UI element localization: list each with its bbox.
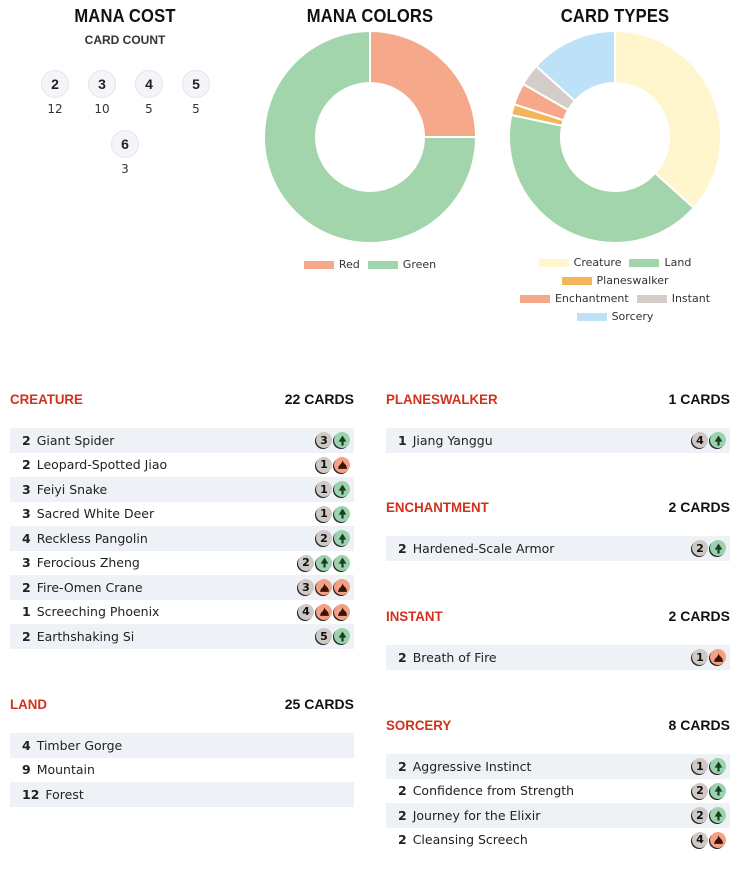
mountain-mana-icon	[334, 579, 350, 595]
card-info	[22, 604, 159, 619]
sorcery-header	[386, 714, 730, 736]
legend-label: Creature	[573, 256, 622, 269]
card-mana-cost	[692, 432, 726, 448]
legend-row	[505, 292, 725, 305]
card-mana-cost	[692, 758, 726, 774]
legend-item-green[interactable]	[368, 258, 436, 271]
card-mana-cost	[316, 506, 350, 522]
mana-colors-legend	[260, 258, 480, 271]
mana-cost-count: 10	[94, 102, 110, 116]
card-info	[22, 762, 95, 777]
card-row[interactable]	[386, 536, 730, 561]
card-name[interactable]: Mountain	[36, 762, 95, 778]
enchantment-title: ENCHANTMENT	[386, 499, 489, 515]
card-types-panel	[505, 6, 725, 323]
card-row[interactable]	[386, 428, 730, 453]
section-instant	[386, 605, 730, 670]
card-info	[398, 832, 528, 847]
legend-row	[505, 256, 725, 269]
legend-swatch	[304, 261, 334, 269]
card-name[interactable]: Forest	[45, 786, 84, 802]
planeswalker-header	[386, 388, 730, 410]
mana-cost-count: 5	[145, 102, 153, 116]
generic-mana-icon: 1	[692, 758, 708, 774]
land-header	[10, 693, 354, 715]
planeswalker-title: PLANESWALKER	[386, 391, 498, 407]
planeswalker-card-count: 1 CARDS	[668, 391, 730, 407]
card-quantity: 1	[22, 604, 31, 620]
creature-card-list	[10, 428, 354, 649]
creature-header	[10, 388, 354, 410]
forest-mana-icon	[334, 432, 350, 448]
card-types-title: CARD TYPES	[560, 6, 670, 26]
mountain-mana-icon	[334, 457, 350, 473]
card-name[interactable]: Earthshaking Si	[36, 628, 135, 644]
generic-mana-icon: 1	[692, 649, 708, 665]
card-quantity: 2	[398, 832, 407, 848]
card-name[interactable]: Hardened-Scale Armor	[412, 540, 555, 556]
instant-title: INSTANT	[386, 608, 443, 624]
generic-mana-icon: 4	[298, 604, 314, 620]
forest-mana-icon	[334, 506, 350, 522]
card-types-legend	[505, 256, 725, 323]
legend-swatch	[520, 295, 550, 303]
land-title: LAND	[10, 696, 47, 712]
card-info	[22, 531, 148, 546]
legend-swatch	[539, 259, 569, 267]
card-name[interactable]: Ferocious Zheng	[36, 555, 140, 571]
legend-row	[505, 274, 725, 287]
mana-cost-value: 6	[111, 130, 139, 158]
card-row[interactable]	[386, 803, 730, 828]
legend-swatch	[637, 295, 667, 303]
card-row[interactable]	[10, 526, 354, 551]
card-row[interactable]	[386, 828, 730, 853]
card-mana-cost	[316, 457, 350, 473]
card-info	[22, 787, 84, 802]
section-sorcery	[386, 714, 730, 852]
card-quantity: 2	[22, 457, 31, 473]
card-mana-cost	[692, 783, 726, 799]
legend-swatch	[368, 261, 398, 269]
mana-colors-title: MANA COLORS	[306, 6, 434, 26]
card-mana-cost	[316, 481, 350, 497]
card-row[interactable]	[10, 733, 354, 758]
generic-mana-icon: 5	[316, 628, 332, 644]
generic-mana-icon: 1	[316, 457, 332, 473]
mana-cost-value: 3	[88, 70, 116, 98]
mountain-mana-icon	[710, 832, 726, 848]
card-mana-cost	[298, 555, 350, 571]
card-info	[22, 457, 167, 472]
card-name[interactable]: Feiyi Snake	[36, 481, 108, 497]
forest-mana-icon	[334, 555, 350, 571]
card-quantity: 2	[398, 783, 407, 799]
legend-label: Green	[402, 258, 437, 271]
legend-item-instant[interactable]	[637, 292, 710, 305]
card-name[interactable]: Giant Spider	[36, 432, 115, 448]
legend-item-red[interactable]	[304, 258, 360, 271]
instant-card-count: 2 CARDS	[668, 608, 730, 624]
mountain-mana-icon	[710, 649, 726, 665]
legend-label: Enchantment	[554, 292, 629, 305]
card-quantity: 3	[22, 481, 31, 497]
forest-mana-icon	[710, 807, 726, 823]
generic-mana-icon: 3	[298, 579, 314, 595]
card-name[interactable]: Aggressive Instinct	[412, 758, 532, 774]
sorcery-card-count: 8 CARDS	[668, 717, 730, 733]
legend-item-enchantment[interactable]	[520, 292, 629, 305]
mana-cost-item-5	[181, 70, 211, 116]
card-quantity: 2	[22, 432, 31, 448]
forest-mana-icon	[710, 540, 726, 556]
generic-mana-icon: 2	[692, 807, 708, 823]
mana-cost-item-2	[40, 70, 70, 116]
forest-mana-icon	[334, 481, 350, 497]
card-types-slice-creature[interactable]	[615, 31, 721, 208]
generic-mana-icon: 2	[316, 530, 332, 546]
card-name[interactable]: Journey for the Elixir	[412, 807, 541, 823]
mana-cost-title: MANA COST	[74, 6, 176, 26]
legend-label: Red	[338, 258, 360, 271]
mana-cost-value: 2	[41, 70, 69, 98]
card-mana-cost	[316, 628, 350, 644]
enchantment-header	[386, 496, 730, 518]
card-quantity: 2	[398, 758, 407, 774]
card-info	[22, 580, 143, 595]
mana-cost-item-4	[134, 70, 164, 116]
generic-mana-icon: 4	[692, 432, 708, 448]
card-mana-cost	[692, 807, 726, 823]
card-mana-cost	[692, 649, 726, 665]
card-quantity: 3	[22, 555, 31, 571]
card-row[interactable]	[10, 758, 354, 783]
card-info	[22, 629, 134, 644]
card-row[interactable]	[386, 754, 730, 779]
card-types-donut	[505, 27, 725, 247]
card-mana-cost	[298, 604, 350, 620]
creature-title: CREATURE	[10, 391, 83, 407]
card-quantity: 3	[22, 506, 31, 522]
generic-mana-icon: 2	[692, 540, 708, 556]
sorcery-title: SORCERY	[386, 717, 452, 733]
legend-swatch	[629, 259, 659, 267]
card-info	[398, 433, 493, 448]
generic-mana-icon: 2	[692, 783, 708, 799]
card-row[interactable]	[10, 782, 354, 807]
card-quantity: 4	[22, 530, 31, 546]
legend-item-sorcery[interactable]	[577, 310, 654, 323]
card-row[interactable]	[10, 453, 354, 478]
legend-row	[505, 310, 725, 323]
legend-item-planeswalker[interactable]	[562, 274, 669, 287]
creature-card-count: 22 CARDS	[284, 391, 354, 407]
card-name[interactable]: Confidence from Strength	[412, 783, 575, 799]
card-name[interactable]: Jiang Yanggu	[412, 432, 493, 448]
forest-mana-icon	[710, 758, 726, 774]
card-mana-cost	[692, 832, 726, 848]
card-name[interactable]: Leopard-Spotted Jiao	[36, 457, 168, 473]
card-quantity: 2	[398, 807, 407, 823]
mana-cost-value: 4	[135, 70, 163, 98]
mana-cost-subtitle: CARD COUNT	[84, 33, 166, 47]
mana-colors-donut	[260, 27, 480, 247]
card-mana-cost	[316, 432, 350, 448]
card-row[interactable]	[10, 477, 354, 502]
card-quantity: 1	[398, 432, 407, 448]
card-quantity: 2	[22, 579, 31, 595]
planeswalker-card-list	[386, 428, 730, 453]
card-quantity: 2	[22, 628, 31, 644]
card-mana-cost	[692, 540, 726, 556]
card-quantity: 12	[22, 786, 40, 802]
card-name[interactable]: Screeching Phoenix	[36, 604, 160, 620]
card-info	[398, 759, 531, 774]
mana-cost-count: 12	[47, 102, 63, 116]
generic-mana-icon: 4	[692, 832, 708, 848]
mana-colors-panel	[260, 6, 480, 271]
card-quantity: 2	[398, 649, 407, 665]
mana-cost-count: 5	[192, 102, 200, 116]
instant-header	[386, 605, 730, 627]
card-info	[22, 738, 122, 753]
mana-cost-count: 3	[121, 162, 129, 176]
instant-card-list	[386, 645, 730, 670]
forest-mana-icon	[710, 783, 726, 799]
generic-mana-icon: 1	[316, 506, 332, 522]
card-row[interactable]	[10, 575, 354, 600]
mana-colors-slice-red[interactable]	[370, 31, 476, 137]
mountain-mana-icon	[334, 604, 350, 620]
legend-label: Land	[664, 256, 692, 269]
card-row[interactable]	[386, 645, 730, 670]
card-info	[22, 555, 140, 570]
card-info	[22, 433, 114, 448]
card-mana-cost	[316, 530, 350, 546]
forest-mana-icon	[710, 432, 726, 448]
card-name[interactable]: Reckless Pangolin	[36, 530, 148, 546]
card-info	[398, 541, 554, 556]
card-row[interactable]	[10, 551, 354, 576]
section-enchantment	[386, 496, 730, 561]
section-planeswalker	[386, 388, 730, 453]
card-row[interactable]	[10, 624, 354, 649]
card-name[interactable]: Timber Gorge	[36, 737, 123, 753]
mountain-mana-icon	[316, 604, 332, 620]
forest-mana-icon	[334, 530, 350, 546]
card-row[interactable]	[10, 600, 354, 625]
card-row[interactable]	[10, 502, 354, 527]
mana-cost-item-6	[110, 130, 140, 176]
enchantment-card-count: 2 CARDS	[668, 499, 730, 515]
legend-label: Sorcery	[611, 310, 654, 323]
mana-cost-value: 5	[182, 70, 210, 98]
mountain-mana-icon	[316, 579, 332, 595]
card-quantity: 2	[398, 540, 407, 556]
generic-mana-icon: 1	[316, 481, 332, 497]
sorcery-card-list	[386, 754, 730, 852]
forest-mana-icon	[316, 555, 332, 571]
card-name[interactable]: Sacred White Deer	[36, 506, 155, 522]
card-info	[22, 482, 107, 497]
card-row[interactable]	[10, 428, 354, 453]
card-info	[22, 506, 154, 521]
card-info	[398, 650, 497, 665]
enchantment-card-list	[386, 536, 730, 561]
card-mana-cost	[298, 579, 350, 595]
legend-swatch	[562, 277, 592, 285]
legend-item-creature[interactable]	[539, 256, 622, 269]
card-name[interactable]: Breath of Fire	[412, 649, 497, 665]
legend-label: Instant	[671, 292, 711, 305]
card-info	[398, 783, 574, 798]
card-quantity: 9	[22, 762, 31, 778]
section-creature	[10, 388, 354, 649]
mana-cost-panel	[0, 6, 250, 176]
mana-cost-item-3	[87, 70, 117, 116]
forest-mana-icon	[334, 628, 350, 644]
land-card-list	[10, 733, 354, 807]
card-info	[398, 808, 540, 823]
card-name[interactable]: Cleansing Screech	[412, 832, 528, 848]
card-row[interactable]	[386, 779, 730, 804]
generic-mana-icon: 2	[298, 555, 314, 571]
card-name[interactable]: Fire-Omen Crane	[36, 579, 143, 595]
generic-mana-icon: 3	[316, 432, 332, 448]
section-land	[10, 693, 354, 807]
land-card-count: 25 CARDS	[284, 696, 354, 712]
card-quantity: 4	[22, 737, 31, 753]
legend-item-land[interactable]	[629, 256, 691, 269]
legend-label: Planeswalker	[596, 274, 669, 287]
legend-swatch	[577, 313, 607, 321]
